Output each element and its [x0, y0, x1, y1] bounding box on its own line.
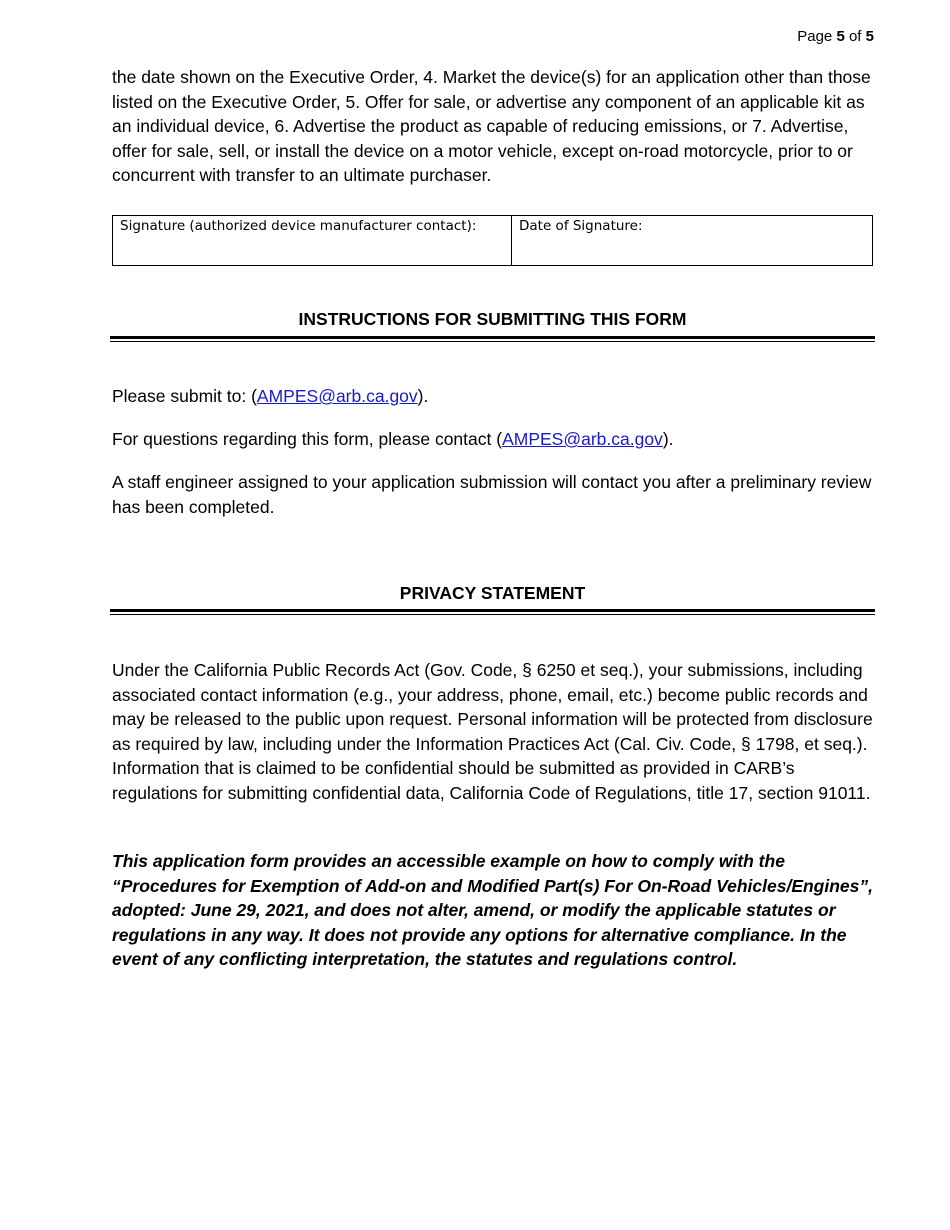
- page-number: [797, 28, 874, 45]
- privacy-body-paragraph: Under the California Public Records Act (Gov. Code, § 6250 et seq.), your submissions, including associated contact information (e.g., your address, phone, email, etc.) become public records and may be released to the public upon request. Personal information will be protected from disclosure as required by law, including under the Information Practices Act (Cal. Civ. Code, § 1798, et seq.). Information that is claimed to be confidential should be submitted as provided in CARB’s regulations for submitting confidential data, California Code of Regulations, title 17, section 91011.: [112, 660, 873, 803]
- submit-email-link[interactable]: AMPES@arb.ca.gov: [256, 386, 418, 406]
- submit-prefix: Please submit to: (: [112, 386, 257, 406]
- date-of-signature-label: Date of Signature:: [519, 218, 643, 234]
- submit-paragraph: [112, 384, 882, 409]
- signature-cell[interactable]: [113, 216, 512, 266]
- instructions-heading-rule: [110, 336, 875, 342]
- disclaimer-paragraph: This application form provides an accessible example on how to comply with the “Procedures for Exemption of Add-on and Modified Part(s) For On-Road Vehicles/Engines”, adopted: June 29, 2021, and does not alter, amend, or modify the applicable statutes or regulations in any way. It does not provide any options for alternative compliance. In the event of any conflicting interpretation, the statutes and regulations control.: [112, 851, 873, 970]
- signature-table: [112, 215, 873, 266]
- page-current: 5: [836, 28, 845, 45]
- page-label: Page: [797, 28, 833, 45]
- questions-prefix: For questions regarding this form, please contact (: [112, 429, 503, 449]
- date-of-signature-cell[interactable]: [512, 216, 873, 266]
- questions-email-link[interactable]: AMPES@arb.ca.gov: [502, 429, 663, 449]
- intro-paragraph: the date shown on the Executive Order, 4. Market the device(s) for an application other than those listed on the Executive Order, 5. Offer for sale, or advertise any component of an applicable kit as an individual device, 6. Advertise the product as capable of reducing emissions, or 7. Advertise, offer for sale, sell, or install the device on a motor vehicle, except on-road motorcycle, prior to or concurrent with transfer to an ultimate purchaser.: [112, 67, 871, 186]
- page-total: 5: [865, 28, 874, 45]
- instructions-heading: INSTRUCTIONS FOR SUBMITTING THIS FORM: [298, 309, 687, 329]
- questions-paragraph: [112, 427, 882, 452]
- submit-suffix: ).: [417, 386, 429, 406]
- privacy-heading-rule: [110, 609, 875, 615]
- staff-engineer-paragraph: A staff engineer assigned to your application submission will contact you after a preliminary review has been completed.: [112, 472, 872, 517]
- privacy-heading: PRIVACY STATEMENT: [399, 583, 586, 603]
- signature-label: Signature (authorized device manufacturer contact):: [120, 218, 477, 234]
- questions-suffix: ).: [662, 429, 674, 449]
- page-of-label: of: [848, 28, 862, 45]
